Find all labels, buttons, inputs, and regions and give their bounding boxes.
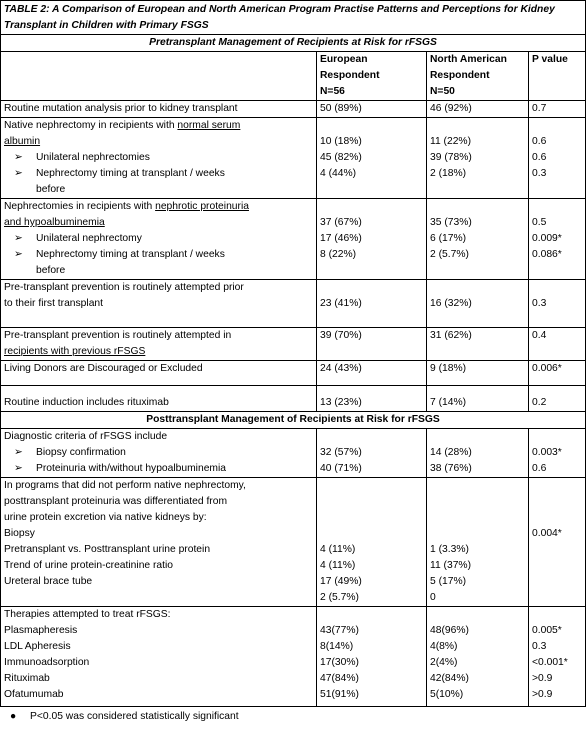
value: 5 (17%)	[430, 576, 467, 587]
cell-eu	[317, 607, 427, 707]
cell-eu	[317, 386, 427, 412]
arrow-bullet-icon: ➢	[14, 249, 23, 260]
value: 37 (67%)	[320, 217, 362, 228]
sub-label: Proteinuria with/without hypoalbuminemia	[36, 463, 227, 474]
cell-p: 0.7	[529, 101, 586, 118]
value	[320, 526, 423, 542]
item-label: LDL Apheresis	[4, 641, 71, 652]
header-empty	[1, 52, 317, 101]
value: 32 (57%)	[320, 447, 362, 458]
value: 0.009*	[532, 233, 562, 244]
value: <0.001*	[532, 657, 568, 668]
value: 1 (3.3%)	[430, 544, 469, 555]
cell-na: 46 (92%)	[427, 101, 529, 118]
cell-p	[529, 429, 586, 478]
value: 17(30%)	[320, 657, 359, 668]
item-label: Biopsy	[4, 528, 35, 539]
value: 0.2	[532, 397, 547, 408]
table-row	[1, 328, 586, 361]
value	[532, 590, 582, 606]
header-na-line1: North American	[430, 54, 507, 65]
value: 2 (5.7%)	[320, 592, 359, 603]
value: 4(8%)	[430, 641, 458, 652]
value: 14 (28%)	[430, 447, 472, 458]
value: 17 (49%)	[320, 576, 362, 587]
cell-p: 0.006*	[529, 361, 586, 386]
sub-label: Nephrectomy timing at transplant / weeks	[36, 168, 225, 179]
row-label: Routine mutation analysis prior to kidney transplant	[1, 101, 317, 118]
row-label-underlined: and hypoalbuminemia	[4, 217, 105, 228]
sub-label: Unilateral nephrectomy	[36, 233, 142, 244]
row-label-text: to their first transplant	[4, 298, 104, 309]
row-label-text: Pre-transplant prevention is routinely attempted prior	[4, 282, 244, 293]
cell-eu	[317, 429, 427, 478]
item-label: Ofatumumab	[4, 689, 64, 700]
sub-label: Unilateral nephrectomies	[36, 152, 150, 163]
row-label-text: Native nephrectomy in recipients with	[4, 120, 178, 131]
row-label	[1, 118, 317, 199]
value: 35 (73%)	[430, 217, 472, 228]
row-label	[1, 328, 317, 361]
cell-eu	[317, 199, 427, 280]
row-label-text: posttransplant proteinuria was differentiated from	[4, 496, 228, 507]
value: 8 (22%)	[320, 249, 357, 260]
row-label-underlined: albumin	[4, 136, 41, 147]
header-row	[1, 52, 586, 101]
footnote	[0, 711, 586, 722]
footnote-text: P<0.05 was considered statistically significant	[30, 711, 239, 722]
value: 0.3	[532, 298, 547, 309]
arrow-bullet-icon: ➢	[14, 233, 23, 244]
row-label-underlined: normal serum	[177, 120, 241, 131]
cell-na	[427, 386, 529, 412]
cell-na: 31 (62%)	[427, 328, 529, 361]
table-row	[1, 118, 586, 199]
cell-p: 0.4	[529, 328, 586, 361]
title-row	[1, 1, 586, 35]
section-row-post	[1, 412, 586, 429]
header-eu	[317, 52, 427, 101]
value: 17 (46%)	[320, 233, 362, 244]
value: 0.3	[532, 168, 547, 179]
value: 4 (11%)	[320, 560, 356, 571]
value: 0.3	[532, 641, 547, 652]
value: 4 (44%)	[320, 168, 357, 179]
sub-label: Biopsy confirmation	[36, 447, 126, 458]
value: 11 (37%)	[430, 560, 472, 571]
value: 2(4%)	[430, 657, 458, 668]
table-row	[1, 101, 586, 118]
cell-eu	[317, 280, 427, 328]
item-label	[4, 590, 313, 606]
value: 0.6	[532, 152, 547, 163]
value: 0.004*	[532, 528, 562, 539]
row-label-text: In programs that did not perform native nephrectomy,	[4, 480, 246, 491]
row-label	[1, 478, 317, 607]
row-label-text: Nephrectomies in recipients with	[4, 201, 156, 212]
header-eu-line3: N=56	[320, 86, 345, 97]
value: 45 (82%)	[320, 152, 362, 163]
value: 11 (22%)	[430, 136, 472, 147]
row-label	[1, 280, 317, 328]
header-na-line2: Respondent	[430, 70, 490, 81]
value: 38 (76%)	[430, 463, 472, 474]
cell-na	[427, 478, 529, 607]
row-label-text: urine protein excretion via native kidneys by:	[4, 512, 207, 523]
value: 0.005*	[532, 625, 562, 636]
table-row	[1, 607, 586, 707]
cell-eu	[317, 478, 427, 607]
value: 16 (32%)	[430, 298, 472, 309]
table-row	[1, 478, 586, 607]
arrow-bullet-icon: ➢	[14, 447, 23, 458]
table-row	[1, 280, 586, 328]
value: 0.5	[532, 217, 547, 228]
item-label: Ureteral brace tube	[4, 576, 93, 587]
header-na-line3: N=50	[430, 86, 455, 97]
value	[532, 542, 582, 558]
arrow-bullet-icon: ➢	[14, 152, 23, 163]
value: >0.9	[532, 689, 553, 700]
cell-na	[427, 280, 529, 328]
arrow-bullet-icon: ➢	[14, 463, 23, 474]
value: 6 (17%)	[430, 233, 467, 244]
value: 23 (41%)	[320, 298, 362, 309]
value	[430, 526, 525, 542]
row-label	[1, 607, 317, 707]
table-row	[1, 429, 586, 478]
value	[532, 558, 582, 574]
value: 2 (5.7%)	[430, 249, 469, 260]
cell-p	[529, 199, 586, 280]
row-label-underlined: recipients with previous rFSGS	[4, 346, 146, 357]
table-row	[1, 361, 586, 386]
value: 0.6	[532, 136, 547, 147]
value: 5(10%)	[430, 689, 464, 700]
section-row-pre	[1, 35, 586, 52]
cell-na: 9 (18%)	[427, 361, 529, 386]
value: 42(84%)	[430, 673, 469, 684]
value: 8(14%)	[320, 641, 354, 652]
item-label: Plasmapheresis	[4, 625, 78, 636]
cell-na	[427, 607, 529, 707]
value: 39 (78%)	[430, 152, 472, 163]
section-heading-pre: Pretransplant Management of Recipients at Risk for rFSGS	[1, 35, 586, 52]
cell-na	[427, 429, 529, 478]
cell-p	[529, 280, 586, 328]
cell-eu	[317, 118, 427, 199]
row-label: Living Donors are Discouraged or Excluded	[1, 361, 317, 386]
value: 47(84%)	[320, 673, 359, 684]
value: 40 (71%)	[320, 463, 362, 474]
value: 2 (18%)	[430, 168, 467, 179]
value: >0.9	[532, 673, 553, 684]
header-eu-line1: European	[320, 54, 368, 65]
row-label-text: Diagnostic criteria of rFSGS include	[4, 431, 168, 442]
sub-label: before	[36, 184, 66, 195]
value: 0.003*	[532, 447, 562, 458]
table-row	[1, 199, 586, 280]
row-label	[1, 199, 317, 280]
value: 51(91%)	[320, 689, 359, 700]
section-heading-post: Posttransplant Management of Recipients at Risk for rFSGS	[1, 412, 586, 429]
table-title: TABLE 2: A Comparison of European and North American Program Practise Patterns and Perceptions for Kidney Transplant in Children with Primary FSGS	[1, 1, 586, 35]
value: 4 (11%)	[320, 544, 356, 555]
value: 7 (14%)	[430, 397, 467, 408]
value: 10 (18%)	[320, 136, 362, 147]
sub-label: before	[36, 265, 66, 276]
item-label: Rituximab	[4, 673, 50, 684]
row-label	[1, 386, 317, 412]
value: 0.086*	[532, 249, 562, 260]
arrow-bullet-icon: ➢	[14, 168, 23, 179]
cell-eu: 24 (43%)	[317, 361, 427, 386]
value: 0	[430, 592, 436, 603]
row-label-text: Therapies attempted to treat rFSGS:	[4, 609, 171, 620]
value: 0.6	[532, 463, 547, 474]
cell-p	[529, 478, 586, 607]
value	[532, 574, 582, 590]
item-label: Immunoadsorption	[4, 657, 90, 668]
sub-label: Nephrectomy timing at transplant / weeks	[36, 249, 225, 260]
cell-p	[529, 386, 586, 412]
row-label	[1, 429, 317, 478]
value: 48(96%)	[430, 625, 469, 636]
row-label-text: Routine induction includes rituximab	[4, 397, 169, 408]
cell-eu: 39 (70%)	[317, 328, 427, 361]
cell-p	[529, 118, 586, 199]
cell-na	[427, 199, 529, 280]
table-row	[1, 386, 586, 412]
cell-p	[529, 607, 586, 707]
value: 13 (23%)	[320, 397, 362, 408]
row-label-text: Pre-transplant prevention is routinely attempted in	[4, 330, 232, 341]
value: 43(77%)	[320, 625, 359, 636]
item-label: Trend of urine protein-creatinine ratio	[4, 560, 174, 571]
header-p: P value	[529, 52, 586, 101]
header-eu-line2: Respondent	[320, 70, 380, 81]
row-label-underlined: nephrotic proteinuria	[155, 201, 249, 212]
cell-eu: 50 (89%)	[317, 101, 427, 118]
bullet-icon: ●	[10, 711, 17, 722]
header-na	[427, 52, 529, 101]
cell-na	[427, 118, 529, 199]
item-label: Pretransplant vs. Posttransplant urine protein	[4, 544, 211, 555]
